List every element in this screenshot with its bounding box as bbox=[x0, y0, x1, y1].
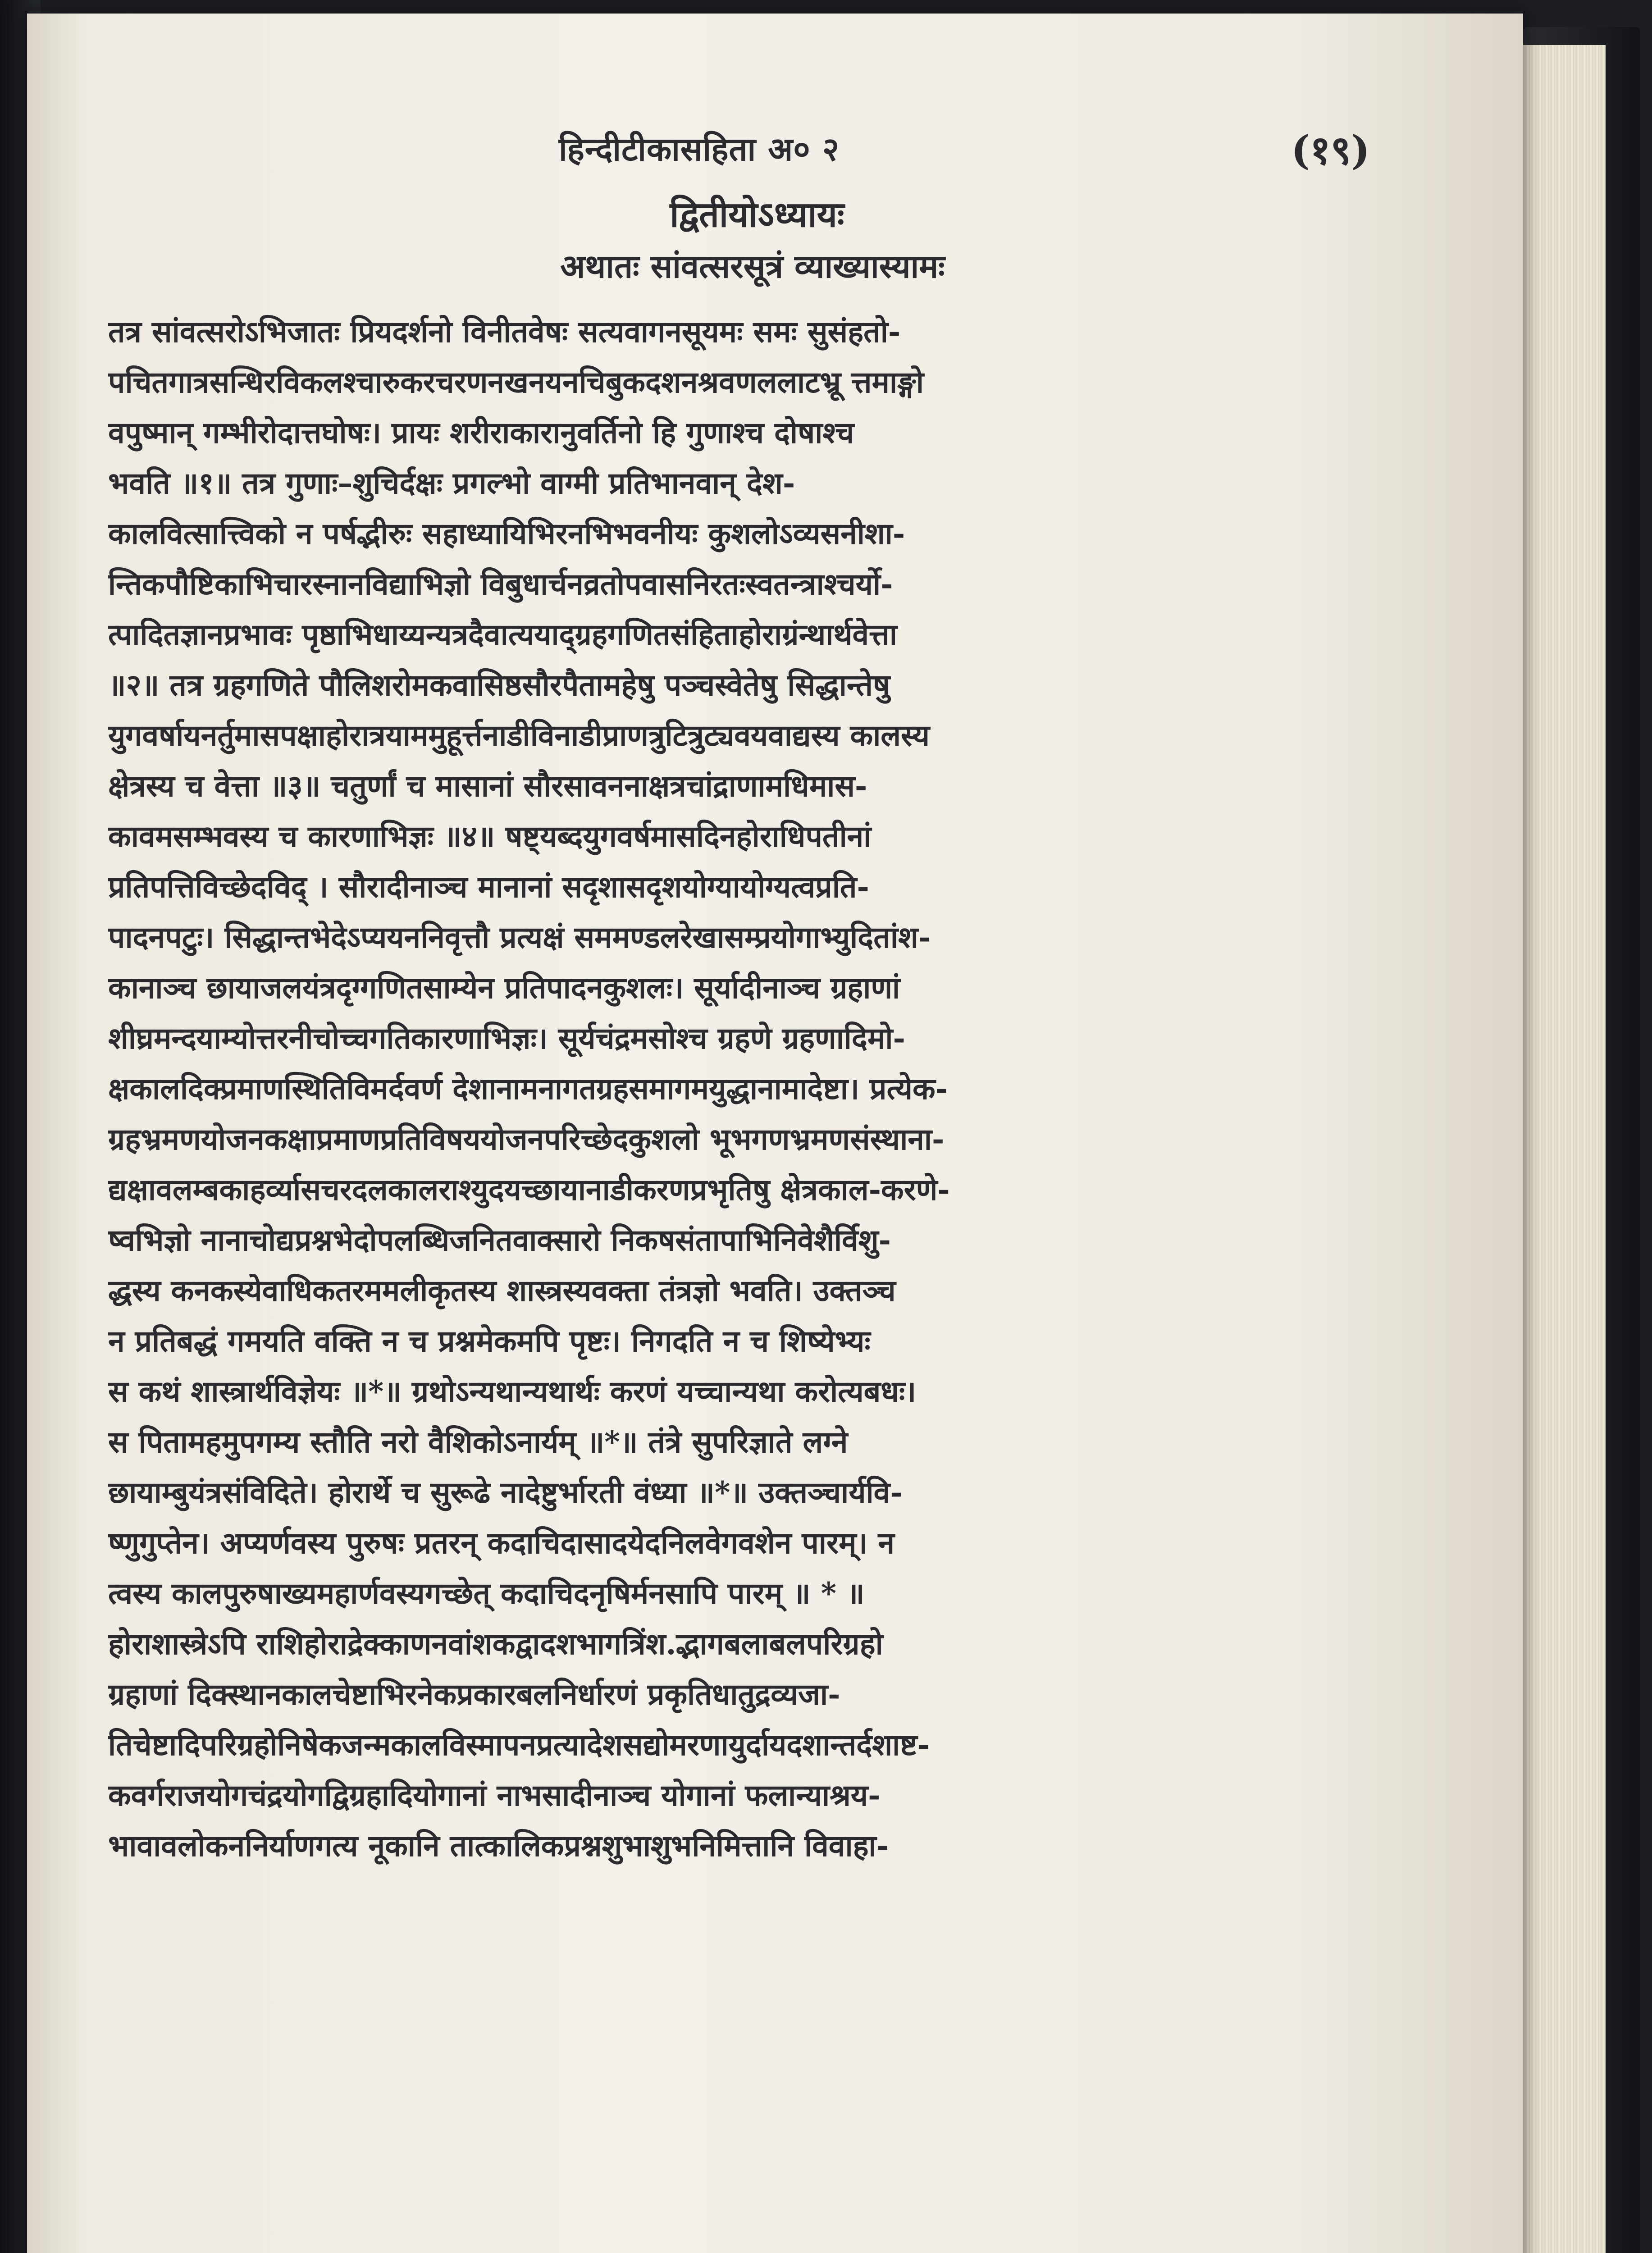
book-page bbox=[27, 14, 1523, 2253]
text-line: ग्रहाणां दिक्स्थानकालचेष्टाभिरनेकप्रकारबलनिर्धारणं प्रकृतिधातुद्रव्यजा- bbox=[108, 1677, 840, 1712]
text-line: तिचेष्टादिपरिग्रहोनिषेकजन्मकालविस्मापनप्रत्यादेशसद्योमरणायुर्दायदशान्तर्दशाष्ट- bbox=[108, 1727, 930, 1762]
text-line: त्पादितज्ञानप्रभावः पृष्ठाभिधाय्यन्यत्रदैवात्ययाद्ग्रहगणितसंहिताहोराग्रंन्थार्थवेत्ता bbox=[108, 617, 897, 652]
text-line: कालवित्सात्त्विको न पर्षद्भीरुः सहाध्यायिभिरनभिभवनीयः कुशलोऽव्यसनीशा- bbox=[108, 516, 905, 551]
text-line: पादनपटुः। सिद्धान्तभेदेऽप्ययननिवृत्तौ प्रत्यक्षं सममण्डलरेखासम्प्रयोगाभ्युदितांश- bbox=[108, 920, 931, 955]
text-line: कवर्गराजयोगचंद्रयोगद्विग्रहादियोगानां नाभसादीनाञ्च योगानां फलान्याश्रय- bbox=[108, 1778, 881, 1813]
page-number: (१९) bbox=[1291, 127, 1370, 173]
text-line: ष्वभिज्ञो नानाचोद्यप्रश्नभेदोपलब्धिजनितवाक्सारो निकषसंतापाभिनिवेशैर्विशु- bbox=[108, 1222, 891, 1258]
text-line: पचितगात्रसन्धिरविकलश्चारुकरचरणनखनयनचिबुकदशनश्रवणललाटभ्रू त्तमाङ्गो bbox=[108, 365, 924, 400]
text-line: शीघ्रमन्दयाम्योत्तरनीचोच्चगतिकारणाभिज्ञः। सूर्यचंद्रमसोश्च ग्रहणे ग्रहणादिमो- bbox=[108, 1021, 905, 1056]
text-line: भवति ॥१॥ तत्र गुणाः–शुचिर्दक्षः प्रगल्भो वाग्मी प्रतिभानवान् देश- bbox=[108, 465, 795, 501]
chapter-title: द्वितीयोऽध्यायः bbox=[670, 194, 844, 235]
text-line: न्तिकपौष्टिकाभिचारस्नानविद्याभिज्ञो विबुधार्चनव्रतोपवासनिरतःस्वतन्त्राश्चर्यो- bbox=[108, 566, 893, 602]
page-content bbox=[108, 117, 1370, 1871]
text-line: तत्र सांवत्सरोऽभिजातः प्रियदर्शनो विनीतवेषः सत्यवागनसूयमः समः सुसंहतो- bbox=[108, 314, 901, 349]
text-line: स पितामहमुपगम्य स्तौति नरो वैशिकोऽनार्यम् ॥*॥ तंत्रे सुपरिज्ञाते लग्ने bbox=[108, 1424, 848, 1459]
text-line: द्धस्य कनकस्येवाधिकतरममलीकृतस्य शास्त्रस्यवक्ता तंत्रज्ञो भवति। उक्तञ्च bbox=[108, 1273, 896, 1308]
page-edges bbox=[1510, 45, 1606, 2253]
text-line: भावावलोकननिर्याणगत्य नूकानि तात्कालिकप्रश्नशुभाशुभनिमित्तानि विवाहा- bbox=[108, 1828, 889, 1863]
text-line: कावमसम्भवस्य च कारणाभिज्ञः ॥४॥ षष्ट्यब्दयुगवर्षमासदिनहोराधिपतीनां bbox=[108, 819, 872, 854]
text-line: कानाञ्च छायाजलयंत्रदृग्गणितसाम्येन प्रतिपादनकुशलः। सूर्यादीनाञ्च ग्रहाणां bbox=[108, 970, 900, 1005]
body-text bbox=[108, 306, 1370, 1871]
text-line: ष्णुगुप्तेन। अप्यर्णवस्य पुरुषः प्रतरन् कदाचिदासादयेदनिलवेगवशेन पारम्। न bbox=[108, 1525, 895, 1560]
text-line: द्यक्षावलम्बकाहर्व्यासचरदलकालराश्युदयच्छायानाडीकरणप्रभृतिषु क्षेत्रकाल-करणे- bbox=[108, 1172, 950, 1207]
text-line: युगवर्षायनर्तुमासपक्षाहोरात्रयाममुहूर्त्तनाडीविनाडीप्राणत्रुटित्रुट्यवयवाद्यस्य कालस्य bbox=[108, 718, 930, 753]
text-line: स कथं शास्त्रार्थविज्ञेयः ॥*॥ ग्रथोऽन्यथान्यथार्थः करणं यच्चान्यथा करोत्यबधः। bbox=[108, 1374, 917, 1409]
page-header bbox=[108, 117, 1370, 185]
text-line: प्रतिपत्तिविच्छेदविद् । सौरादीनाञ्च मानानां सदृशासदृशयोग्यायोग्यत्वप्रति- bbox=[108, 869, 869, 904]
sutra-heading: अथातः सांवत्सरसूत्रं व्याख्यास्यामः bbox=[560, 247, 945, 285]
text-line: छायाम्बुयंत्रसंविदिते। होरार्थे च सुरूढे नादेष्टुर्भारती वंध्या ॥*॥ उक्तञ्चार्यवि- bbox=[108, 1475, 903, 1510]
text-line: न प्रतिबद्धं गमयति वक्ति न च प्रश्नमेकमपि पृष्टः। निगदति न च शिष्येभ्यः bbox=[108, 1323, 871, 1359]
text-line: क्षकालदिक्प्रमाणस्थितिविमर्दवर्ण देशानामनागतग्रहसमागमयुद्धानामादेष्टा। प्रत्येक- bbox=[108, 1071, 948, 1106]
running-head: हिन्दीटीकासहिता अ० २ bbox=[559, 130, 840, 168]
text-line: क्षेत्रस्य च वेत्ता ॥३॥ चतुर्णां च मासानां सौरसावननाक्षत्रचांद्राणामधिमास- bbox=[108, 768, 867, 803]
text-line: होराशास्त्रेऽपि राशिहोराद्रेक्काणनवांशकद्वादशभागत्रिंश.द्भागबलाबलपरिग्रहो bbox=[108, 1626, 883, 1661]
text-line: वपुष्मान् गम्भीरोदात्तघोषः। प्रायः शरीराकारानुवर्तिनो हि गुणाश्च दोषाश्च bbox=[108, 415, 854, 450]
text-line: ग्रहभ्रमणयोजनकक्षाप्रमाणप्रतिविषययोजनपरिच्छेदकुशलो भूभगणभ्रमणसंस्थाना- bbox=[108, 1122, 945, 1157]
text-line: त्वस्य कालपुरुषाख्यमहार्णवस्यगच्छेत् कदाचिदनृषिर्मनसापि पारम् ॥ * ॥ bbox=[108, 1576, 865, 1611]
text-line: ॥२॥ तत्र ग्रहगणिते पौलिशरोमकवासिष्ठसौरपैतामहेषु पञ्चस्वेतेषु सिद्धान्तेषु bbox=[108, 667, 890, 702]
